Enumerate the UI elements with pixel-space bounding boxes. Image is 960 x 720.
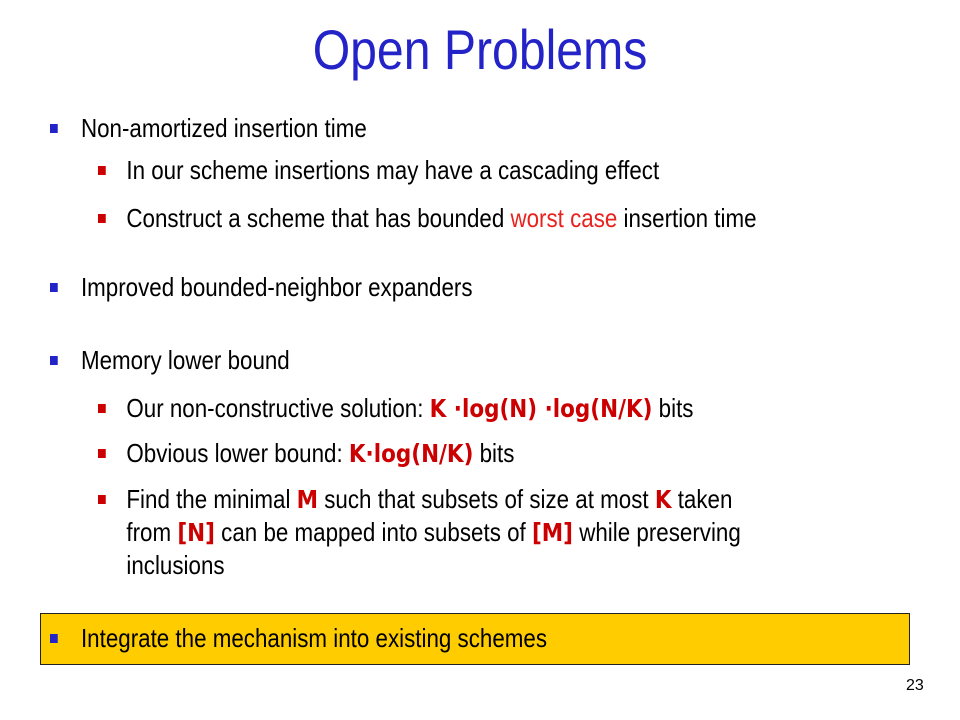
square-bullet-icon bbox=[98, 166, 106, 175]
sub-bullet-cascading bbox=[98, 154, 659, 186]
slide-title: Open Problems bbox=[312, 18, 648, 81]
square-bullet-icon bbox=[50, 634, 58, 643]
formula-upper-bound: K ∙log(N) ∙log(N/K) bbox=[429, 394, 653, 423]
square-bullet-icon bbox=[98, 495, 106, 504]
symbol-n-set: [N] bbox=[177, 518, 215, 547]
sub-bullet-non-constructive bbox=[98, 392, 693, 425]
bullet-expanders bbox=[50, 271, 473, 303]
bullet-non-amortized bbox=[50, 112, 367, 144]
sub-bullet-text: In our scheme insertions may have a cascading effect bbox=[126, 155, 660, 185]
square-bullet-icon bbox=[50, 124, 58, 133]
sub-bullet-find-minimal-m bbox=[98, 483, 741, 581]
sub-bullet-text: Find the minimal M such that subsets of size at most K taken from [N] can be mapped into subsets of [M] while preserving inclusions bbox=[126, 484, 741, 580]
symbol-m: M bbox=[296, 485, 319, 514]
square-bullet-icon bbox=[98, 404, 106, 413]
bullet-text: Memory lower bound bbox=[80, 345, 290, 375]
sub-bullet-text: Obvious lower bound: K∙log(N/K) bits bbox=[126, 438, 515, 468]
symbol-m-set: [M] bbox=[531, 518, 574, 547]
square-bullet-icon bbox=[50, 283, 58, 292]
worst-case-emphasis: worst case bbox=[510, 203, 618, 233]
symbol-k: K bbox=[654, 485, 672, 514]
sub-bullet-text: Construct a scheme that has bounded worst case insertion time bbox=[126, 203, 757, 233]
square-bullet-icon bbox=[98, 449, 106, 458]
bullet-text: Integrate the mechanism into existing schemes bbox=[80, 623, 548, 653]
sub-bullet-text: Our non-constructive solution: K ∙log(N) ∙log(N/K) bits bbox=[126, 393, 694, 423]
page-number: 23 bbox=[906, 677, 924, 694]
sub-bullet-obvious-bound bbox=[98, 437, 514, 470]
formula-lower-bound: K∙log(N/K) bbox=[348, 439, 474, 468]
bullet-text: Improved bounded-neighbor expanders bbox=[80, 272, 473, 302]
bullet-integrate-mechanism bbox=[50, 622, 547, 654]
square-bullet-icon bbox=[98, 214, 106, 223]
bullet-text: Non-amortized insertion time bbox=[80, 113, 367, 143]
bullet-memory-lower-bound bbox=[50, 344, 290, 376]
square-bullet-icon bbox=[50, 356, 58, 365]
sub-bullet-worst-case bbox=[98, 202, 757, 234]
